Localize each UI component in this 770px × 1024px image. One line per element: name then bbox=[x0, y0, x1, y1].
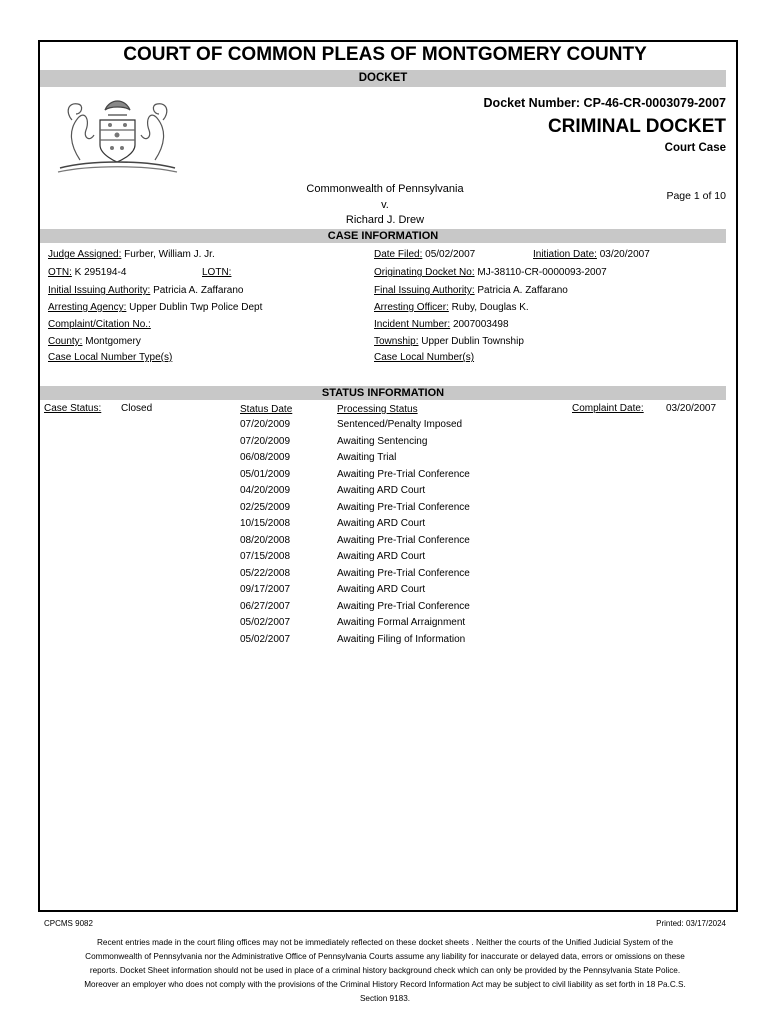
status-date-cell: 05/01/2009 bbox=[240, 468, 291, 480]
incident-number-label: Incident Number: bbox=[374, 319, 451, 330]
status-date-cell: 07/15/2008 bbox=[240, 551, 291, 562]
judge-row bbox=[48, 249, 215, 260]
processing-status-header: Processing Status bbox=[337, 404, 418, 415]
status-date-cell: 07/20/2009 bbox=[240, 419, 291, 430]
originating-docket-label: Originating Docket No: bbox=[374, 267, 475, 278]
processing-status-cell: Awaiting Pre-Trial Conference bbox=[337, 534, 470, 546]
criminal-docket-heading: CRIMINAL DOCKET bbox=[547, 116, 726, 137]
arresting-agency-label: Arresting Agency: bbox=[48, 302, 127, 313]
status-date-cell: 06/27/2007 bbox=[240, 600, 291, 612]
processing-status-cell: Awaiting ARD Court bbox=[337, 485, 426, 496]
otn-row bbox=[48, 267, 126, 278]
processing-status-cell: Awaiting Pre-Trial Conference bbox=[337, 600, 470, 612]
date-filed-row bbox=[374, 249, 475, 260]
case-status-value: Closed bbox=[121, 403, 153, 414]
incident-number-value: 2007003498 bbox=[452, 319, 509, 330]
plaintiff-name: Commonwealth of Pennsylvania bbox=[306, 183, 464, 195]
originating-docket-row bbox=[374, 267, 607, 278]
arresting-officer-value: Ruby, Douglas K. bbox=[451, 302, 529, 313]
status-date-cell: 05/02/2007 bbox=[240, 617, 291, 628]
printed-date: Printed: 03/17/2024 bbox=[656, 919, 726, 928]
form-code: CPCMS 9082 bbox=[44, 919, 93, 928]
township-label: Township: bbox=[374, 336, 419, 347]
status-date-cell: 07/20/2009 bbox=[240, 435, 291, 447]
initiation-date-label: Initiation Date: bbox=[533, 249, 597, 260]
processing-status-cell: Awaiting ARD Court bbox=[337, 584, 426, 595]
processing-status-cell: Awaiting Pre-Trial Conference bbox=[337, 468, 470, 480]
arresting-officer-label: Arresting Officer: bbox=[374, 302, 449, 313]
otn-label: OTN: bbox=[48, 267, 72, 278]
final-issuing-authority-row bbox=[374, 285, 568, 296]
status-date-header: Status Date bbox=[240, 404, 293, 415]
processing-status-cell: Awaiting ARD Court bbox=[337, 551, 426, 562]
final-issuing-authority-label: Final Issuing Authority: bbox=[374, 285, 475, 296]
processing-status-cell: Awaiting Pre-Trial Conference bbox=[337, 567, 470, 579]
issuing-authority-value: Patricia A. Zaffarano bbox=[153, 285, 244, 296]
complaint-date-value: 03/20/2007 bbox=[666, 403, 717, 414]
county-value: Montgomery bbox=[85, 336, 141, 347]
disclaimer-text: Recent entries made in the court filing offices may not be immediately reflected on these docket sheets . Neither the courts of the Unified Judicial System of the Commonwealth of Pennsylvania nor the Administrative Office of Pennsylvania Courts assume any liability for inaccurate or delayed data, errors or omissions on these reports. Docket Sheet information should not be used in place of a criminal history background check which can only be provided by the Pennsylvania State Police. Moreover an employer who does not comply with the provisions of the Criminal History Record Information Act may be subject to civil liability as set forth in 18 Pa.C.S. Section 9183. bbox=[84, 938, 686, 1003]
defendant-name: Richard J. Drew bbox=[345, 214, 425, 226]
township-value: Upper Dublin Township bbox=[421, 336, 524, 347]
case-information-bar: CASE INFORMATION bbox=[40, 229, 726, 243]
arresting-officer-row bbox=[374, 302, 529, 313]
page-indicator: Page 1 of 10 bbox=[666, 190, 726, 202]
county-row bbox=[48, 336, 141, 347]
status-date-cell: 08/20/2008 bbox=[240, 534, 291, 546]
status-date-cell: 05/22/2008 bbox=[240, 567, 291, 579]
status-date-cell: 06/08/2009 bbox=[240, 452, 291, 463]
incident-number-row bbox=[374, 319, 509, 330]
issuing-authority-label: Initial Issuing Authority: bbox=[48, 285, 151, 296]
case-status-label: Case Status: bbox=[44, 403, 102, 414]
processing-status-cell: Awaiting Pre-Trial Conference bbox=[337, 501, 470, 513]
final-issuing-authority-value: Patricia A. Zaffarano bbox=[477, 285, 568, 296]
arresting-agency-value: Upper Dublin Twp Police Dept bbox=[129, 302, 263, 313]
judge-label: Judge Assigned: bbox=[48, 249, 122, 260]
lotn-label: LOTN: bbox=[202, 267, 232, 278]
processing-status-cell: Awaiting Formal Arraignment bbox=[337, 617, 466, 628]
processing-status-cell: Awaiting Sentencing bbox=[337, 435, 428, 447]
status-date-cell: 04/20/2009 bbox=[240, 485, 291, 496]
versus-label: v. bbox=[381, 199, 389, 211]
status-date-cell: 05/02/2007 bbox=[240, 633, 291, 645]
complaint-citation-label: Complaint/Citation No.: bbox=[48, 319, 151, 330]
issuing-authority-row bbox=[48, 285, 243, 296]
complaint-date-label: Complaint Date: bbox=[572, 403, 644, 414]
judge-value: Furber, William J. Jr. bbox=[124, 249, 215, 260]
status-date-cell: 02/25/2009 bbox=[240, 501, 291, 513]
case-local-numbers-label: Case Local Number(s) bbox=[374, 352, 475, 363]
township-row bbox=[374, 336, 524, 347]
status-date-cell: 09/17/2007 bbox=[240, 584, 291, 595]
initiation-date-value: 03/20/2007 bbox=[599, 249, 650, 260]
processing-status-cell: Awaiting Trial bbox=[337, 452, 397, 463]
pennsylvania-seal-icon bbox=[50, 90, 185, 175]
originating-docket-value: MJ-38110-CR-0000093-2007 bbox=[477, 267, 607, 278]
case-local-number-type-label: Case Local Number Type(s) bbox=[48, 352, 173, 363]
court-title: COURT OF COMMON PLEAS OF MONTGOMERY COUNTY bbox=[123, 44, 647, 65]
status-date-cell: 10/15/2008 bbox=[240, 518, 291, 529]
docket-number: Docket Number: CP-46-CR-0003079-2007 bbox=[483, 96, 726, 110]
county-label: County: bbox=[48, 336, 83, 347]
court-case-label: Court Case bbox=[664, 142, 726, 154]
arresting-agency-row bbox=[48, 302, 262, 313]
date-filed-value: 05/02/2007 bbox=[425, 249, 476, 260]
docket-bar: DOCKET bbox=[40, 70, 726, 87]
processing-status-cell: Awaiting ARD Court bbox=[337, 518, 426, 529]
processing-status-cell: Sentenced/Penalty Imposed bbox=[337, 419, 463, 430]
status-information-bar: STATUS INFORMATION bbox=[40, 386, 726, 400]
date-filed-label: Date Filed: bbox=[374, 249, 423, 260]
processing-status-cell: Awaiting Filing of Information bbox=[337, 633, 466, 645]
otn-value: K 295194-4 bbox=[74, 267, 127, 278]
initiation-date-row bbox=[533, 249, 650, 260]
